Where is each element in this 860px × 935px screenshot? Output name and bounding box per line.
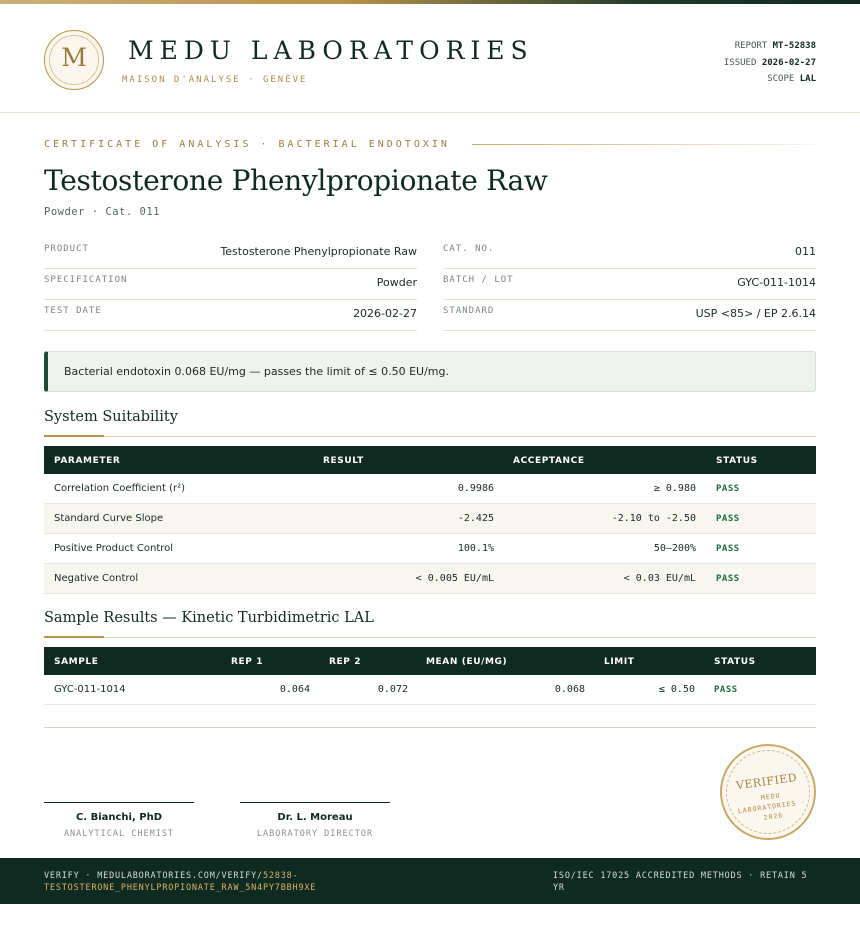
footer-bar: [0, 858, 860, 904]
accreditation-note: ISO/IEC 17025 ACCREDITED METHODS · RETAIN 5 YR: [553, 871, 808, 893]
detail-cat-no: [443, 238, 816, 269]
detail-value: USP <85> / EP 2.6.14: [695, 307, 816, 320]
report-number-line: [724, 38, 816, 55]
column-header: REP 1: [231, 657, 264, 667]
detail-value: Powder: [376, 276, 417, 289]
cell-rep1: 0.064: [279, 684, 310, 695]
section-accent: [44, 636, 104, 638]
eyebrow-divider: [472, 144, 816, 145]
page-title: Testosterone Phenylpropionate Raw: [44, 164, 548, 197]
cell-acceptance: -2.10 to -2.50: [611, 513, 696, 524]
cell-sample: GYC-011-1014: [54, 684, 126, 695]
section-title-samples: Sample Results — Kinetic Turbidimetric LAL: [44, 610, 374, 626]
table-header: [44, 446, 816, 474]
detail-value: 011: [795, 245, 816, 258]
sample-results-table: [44, 647, 816, 705]
status-badge: PASS: [716, 544, 740, 554]
table-header: [44, 647, 816, 675]
section-accent: [44, 435, 104, 437]
issued-line: [724, 55, 816, 72]
letterhead: [0, 4, 860, 113]
cell-result: 0.9986: [457, 483, 494, 494]
detail-product: [44, 238, 417, 269]
suitability-table: [44, 446, 816, 594]
column-header: MEAN (EU/MG): [426, 657, 508, 667]
cell-result: < 0.005 EU/mL: [415, 573, 494, 584]
column-header: RESULT: [323, 456, 364, 466]
section-title-suitability: System Suitability: [44, 409, 178, 425]
report-label: REPORT: [734, 41, 768, 51]
detail-label: CAT. NO.: [443, 244, 495, 254]
column-header: STATUS: [716, 456, 758, 466]
lab-logo: [44, 30, 104, 90]
verify-line: [44, 870, 464, 894]
signatory-name: C. Bianchi, PhD: [75, 812, 163, 823]
lab-name: MEDU LABORATORIES: [128, 36, 534, 65]
table-row: [44, 504, 816, 534]
signature-director: [240, 802, 390, 839]
column-header: PARAMETER: [54, 456, 121, 466]
verified-stamp: [714, 738, 822, 846]
column-header: REP 2: [329, 657, 362, 667]
logo-letter: M: [61, 43, 87, 72]
column-header: LIMIT: [604, 657, 635, 667]
lab-tagline: MAISON D'ANALYSE · GENÈVE: [122, 75, 308, 85]
status-badge: PASS: [714, 685, 738, 695]
table-row: [44, 534, 816, 564]
issued-date: 2026-02-27: [761, 57, 816, 68]
issued-label: ISSUED: [723, 57, 757, 68]
table-row: [44, 564, 816, 594]
detail-label: PRODUCT: [44, 244, 89, 254]
conclusion-text: Bacterial endotoxin 0.068 EU/mg — passes the limit of ≤ 0.50 EU/mg.: [64, 365, 449, 378]
signature-divider: [44, 727, 816, 728]
cell-result: -2.425: [457, 513, 494, 524]
verify-link[interactable]: 52838-TESTOSTERONE_PHENYLPROPIONATE_RAW_5N4PY7BBH9XE: [44, 871, 317, 893]
signatory-role: ANALYTICAL CHEMIST: [63, 829, 175, 839]
detail-label: STANDARD: [443, 306, 495, 316]
detail-value: Testosterone Phenylpropionate Raw: [220, 245, 417, 258]
scope-value: LAL: [799, 74, 816, 84]
detail-test-date: [44, 300, 417, 331]
cell-result: 100.1%: [457, 543, 494, 554]
cell-parameter: Negative Control: [54, 573, 139, 584]
cell-parameter: Standard Curve Slope: [54, 513, 164, 524]
signature-analyst: [44, 802, 194, 839]
status-badge: PASS: [716, 574, 740, 584]
detail-label: SPECIFICATION: [44, 275, 128, 285]
cell-mean: 0.068: [554, 684, 585, 695]
status-badge: PASS: [716, 484, 740, 494]
detail-value: GYC-011-1014: [737, 276, 816, 289]
cell-acceptance: 50–200%: [653, 543, 696, 554]
section-rule: [44, 637, 816, 638]
table-row: [44, 474, 816, 504]
conclusion-banner: [44, 351, 816, 392]
signatory-role: LABORATORY DIRECTOR: [256, 829, 374, 839]
table-row: [44, 675, 816, 705]
document-type: CERTIFICATE OF ANALYSIS · BACTERIAL ENDOTOXIN: [44, 139, 450, 150]
report-meta: [724, 38, 816, 88]
detail-label: TEST DATE: [44, 306, 102, 316]
detail-value: 2026-02-27: [353, 307, 417, 320]
column-header: ACCEPTANCE: [513, 456, 585, 466]
verify-label: VERIFY · MEDULABORATORIES.COM/VERIFY/: [44, 871, 263, 881]
signatory-name: Dr. L. Moreau: [277, 812, 353, 823]
cell-parameter: Positive Product Control: [54, 543, 174, 554]
detail-specification: [44, 269, 417, 300]
report-number: MT-52838: [772, 41, 816, 51]
column-header: STATUS: [714, 657, 756, 667]
cell-parameter: Correlation Coefficient (r²): [54, 483, 186, 494]
detail-standard: [443, 300, 816, 331]
stamp-title: VERIFIED: [735, 770, 798, 793]
stamp-text: MEDU LABORATORIES · 2026: [737, 791, 807, 822]
section-rule: [44, 436, 816, 437]
detail-label: BATCH / LOT: [443, 275, 514, 285]
column-header: SAMPLE: [54, 657, 99, 667]
detail-batch-lot: [443, 269, 816, 300]
status-badge: PASS: [716, 514, 740, 524]
scope-label: SCOPE: [767, 74, 795, 84]
cell-acceptance: < 0.03 EU/mL: [623, 573, 696, 584]
cell-acceptance: ≥ 0.980: [653, 483, 696, 494]
scope-line: [724, 71, 816, 88]
page-subtitle: Powder · Cat. 011: [44, 206, 160, 218]
cell-limit: ≤ 0.50: [658, 684, 695, 695]
cell-rep2: 0.072: [377, 684, 408, 695]
